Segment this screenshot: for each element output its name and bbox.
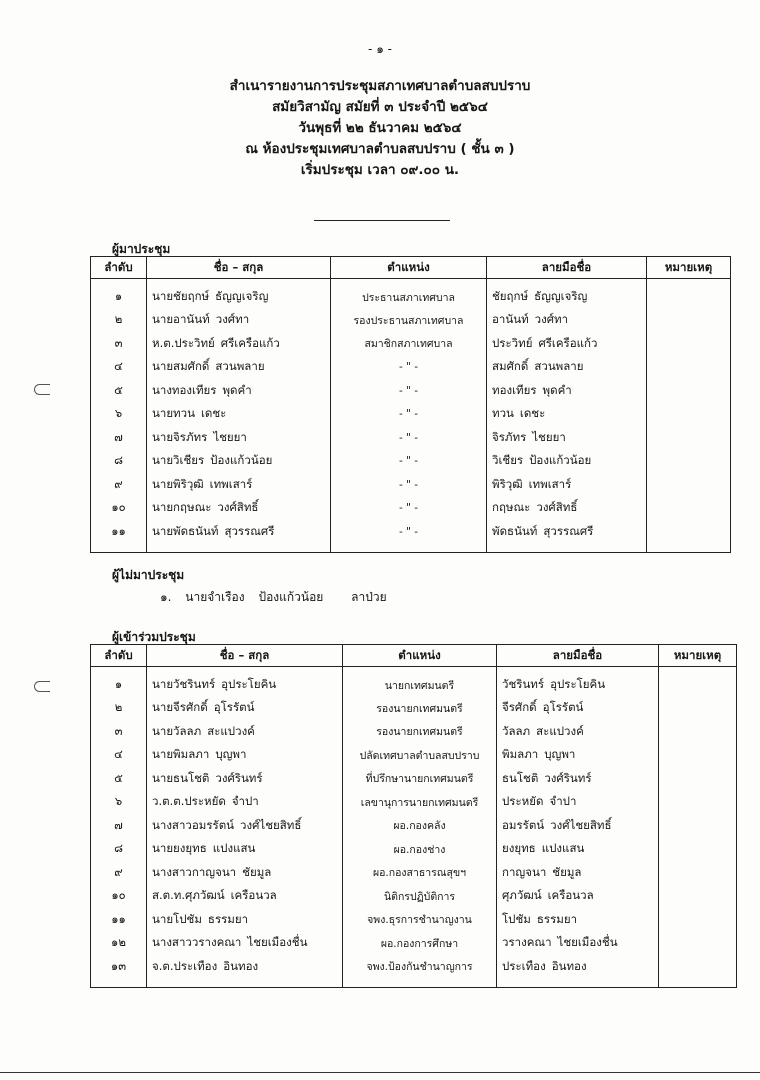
- table-row: [91, 791, 737, 815]
- row-position: ประธานสภาเทศบาล: [331, 279, 487, 309]
- absentee-surname: ป้องแก้วน้อย: [258, 590, 324, 604]
- row-idx: ๕: [91, 379, 147, 403]
- row-surname: ไชยยา: [213, 429, 247, 444]
- row-position: - " -: [331, 473, 487, 497]
- row-name: นายพัดธนันท์: [152, 523, 219, 538]
- row-surname: บุญพา: [215, 747, 247, 762]
- row-position: จพง.ธุรการชำนาญงาน: [343, 908, 497, 932]
- table-row: [91, 744, 737, 768]
- table-row: [91, 356, 731, 380]
- table-row: [91, 885, 737, 909]
- row-surname: สะแปวงค์: [207, 723, 255, 738]
- row-signature: [497, 744, 659, 768]
- row-signature: [497, 720, 659, 744]
- table-row: [91, 332, 731, 356]
- row-note: [659, 908, 737, 932]
- header-position: ตำแหน่ง: [343, 645, 497, 667]
- row-surname: เดชะ: [200, 406, 227, 421]
- signature-name: ประวิทย์: [492, 335, 533, 350]
- row-idx: ๗: [91, 814, 147, 838]
- row-idx: ๑๐: [91, 497, 147, 521]
- row-name: นายชัยฤกษ์: [152, 289, 210, 304]
- row-name-cell: [147, 814, 343, 838]
- signature-surname: วงศ์สิทธิ์: [536, 500, 578, 515]
- row-position: นายกเทศมนตรี: [343, 667, 497, 697]
- row-idx: ๔: [91, 744, 147, 768]
- row-name: นางสาวกาญจนา: [152, 864, 237, 879]
- signature-surname: แปงแสน: [541, 841, 585, 856]
- signature-name: วิเชียร: [492, 453, 524, 468]
- row-surname: ศรีเครือแก้ว: [220, 335, 280, 350]
- document-header: [0, 76, 760, 181]
- signature-surname: สุวรรณศรี: [543, 523, 594, 538]
- row-signature: [487, 403, 647, 427]
- row-surname: ป้องแก้วน้อย: [210, 453, 273, 468]
- attendees-title: ผู้มาประชุม: [112, 242, 171, 256]
- header-name: ชื่อ – สกุล: [147, 257, 331, 279]
- row-idx: ๑: [91, 279, 147, 309]
- row-note: [647, 279, 731, 309]
- row-idx: ๕: [91, 767, 147, 791]
- row-position: - " -: [331, 403, 487, 427]
- signature-surname: ธัญญเจริญ: [534, 289, 588, 304]
- row-name-cell: [147, 356, 331, 380]
- signature-name: วัลลภ: [502, 723, 531, 738]
- row-note: [647, 450, 731, 474]
- signature-surname: ศรีเครือแก้ว: [538, 335, 598, 350]
- row-signature: [497, 885, 659, 909]
- signature-surname: วงศ์ทา: [534, 312, 569, 327]
- row-signature: [497, 955, 659, 987]
- absentee-item: [160, 588, 397, 607]
- header-position: ตำแหน่ง: [331, 257, 487, 279]
- header-note: หมายเหตุ: [647, 257, 731, 279]
- row-name-cell: [147, 955, 343, 987]
- row-idx: ๑๓: [91, 955, 147, 987]
- header-divider: [314, 220, 450, 221]
- row-name: นายวัลลภ: [152, 723, 202, 738]
- row-surname: พุดคำ: [222, 382, 252, 397]
- row-name: นายยงยุทธ: [152, 841, 207, 856]
- signature-name: ศุภวัฒน์: [502, 888, 542, 903]
- row-note: [659, 814, 737, 838]
- row-name-cell: [147, 473, 331, 497]
- row-note: [659, 838, 737, 862]
- row-idx: ๑: [91, 667, 147, 697]
- row-position: - " -: [331, 497, 487, 521]
- signature-surname: บุญพา: [544, 747, 576, 762]
- row-name: นายวิเชียร: [152, 453, 205, 468]
- absentee-name: นายจำเรือง: [185, 590, 245, 604]
- row-position: ผอ.กองการศึกษา: [343, 932, 497, 956]
- row-signature: [497, 932, 659, 956]
- row-signature: [497, 861, 659, 885]
- row-position: - " -: [331, 356, 487, 380]
- participants-table: [90, 644, 737, 988]
- row-name: นายพิมลภา: [152, 747, 210, 762]
- signature-name: ธนโชติ: [502, 770, 539, 785]
- row-signature: [497, 697, 659, 721]
- row-name: นางสาววรางคณา: [152, 935, 242, 950]
- row-name-cell: [147, 838, 343, 862]
- row-idx: ๑๑: [91, 520, 147, 552]
- row-position: รองนายกเทศมนตรี: [343, 697, 497, 721]
- row-note: [659, 767, 737, 791]
- row-position: รองนายกเทศมนตรี: [343, 720, 497, 744]
- signature-surname: วงศ์รินทร์: [544, 770, 592, 785]
- row-idx: ๔: [91, 356, 147, 380]
- row-position: ผอ.กองช่าง: [343, 838, 497, 862]
- signature-name: จีรศักดิ์: [502, 700, 537, 715]
- signature-name: ชัยฤกษ์: [492, 289, 529, 304]
- row-name: นายกฤษณะ: [152, 500, 212, 515]
- row-surname: สุวรรณศรี: [224, 523, 275, 538]
- row-signature: [487, 356, 647, 380]
- attendees-body: [91, 279, 731, 553]
- absentee-reason: ลาป่วย: [351, 590, 387, 604]
- signature-name: วรางคณา: [502, 935, 552, 950]
- row-name-cell: [147, 332, 331, 356]
- attendees-table: [90, 256, 731, 553]
- header-idx: ลำดับ: [91, 257, 147, 279]
- signature-name: ประเทือง: [502, 958, 546, 973]
- row-name: ห.ต.ประวิทย์: [152, 335, 215, 350]
- row-surname: จำปา: [231, 794, 259, 809]
- header-name: ชื่อ – สกุล: [147, 645, 343, 667]
- row-idx: ๙: [91, 861, 147, 885]
- row-name: นายพิริวุฒิ: [152, 476, 204, 491]
- page-number: - ๑ -: [368, 42, 392, 56]
- row-signature: [497, 791, 659, 815]
- signature-name: ทวน: [492, 406, 514, 421]
- signature-name: กาญจนา: [502, 864, 547, 879]
- table-row: [91, 450, 731, 474]
- row-name-cell: [147, 379, 331, 403]
- row-note: [659, 791, 737, 815]
- row-signature: [487, 520, 647, 552]
- signature-surname: เดชะ: [519, 406, 546, 421]
- header-line-3: วันพุธที่ ๒๒ ธันวาคม ๒๕๖๔: [298, 120, 462, 136]
- row-note: [647, 332, 731, 356]
- row-signature: [497, 908, 659, 932]
- participants-header-row: [91, 645, 737, 667]
- row-position: สมาชิกสภาเทศบาล: [331, 332, 487, 356]
- row-signature: [487, 309, 647, 333]
- row-position: จพง.ป้องกันชำนาญการ: [343, 955, 497, 987]
- signature-surname: จำปา: [549, 794, 577, 809]
- row-name-cell: [147, 667, 343, 697]
- table-row: [91, 720, 737, 744]
- signature-name: ประหยัด: [502, 794, 544, 809]
- row-surname: สวนพลาย: [215, 359, 265, 374]
- row-name: นางสาวอมรรัตน์: [152, 817, 235, 832]
- signature-name: จิรภัทร: [492, 429, 527, 444]
- signature-surname: เทพเสาร์: [528, 476, 572, 491]
- row-surname: ไชยเมืองชื่น: [247, 935, 308, 950]
- row-note: [647, 497, 731, 521]
- row-name-cell: [147, 403, 331, 427]
- signature-surname: ธรรมยา: [536, 911, 578, 926]
- signature-name: วัชรินทร์: [502, 677, 545, 692]
- row-name: นางทองเทียร: [152, 382, 217, 397]
- row-surname: วงศ์สิทธิ์: [217, 500, 259, 515]
- table-row: [91, 861, 737, 885]
- row-signature: [487, 279, 647, 309]
- table-row: [91, 520, 731, 552]
- absentees-title: ผู้ไม่มาประชุม: [112, 568, 185, 582]
- row-signature: [487, 426, 647, 450]
- row-surname: เทพเสาร์: [209, 476, 253, 491]
- table-row: [91, 955, 737, 987]
- row-signature: [497, 838, 659, 862]
- row-idx: ๘: [91, 450, 147, 474]
- row-note: [659, 744, 737, 768]
- signature-surname: พุดคำ: [542, 382, 572, 397]
- row-name-cell: [147, 697, 343, 721]
- signature-name: พิริวุฒิ: [492, 476, 523, 491]
- table-row: [91, 426, 731, 450]
- row-signature: [497, 667, 659, 697]
- row-position: - " -: [331, 426, 487, 450]
- row-position: - " -: [331, 379, 487, 403]
- binder-hole-mark: [34, 681, 50, 692]
- binder-hole-mark: [34, 384, 50, 395]
- table-row: [91, 379, 731, 403]
- row-idx: ๙: [91, 473, 147, 497]
- participants-body: [91, 667, 737, 988]
- table-row: [91, 667, 737, 697]
- table-row: [91, 814, 737, 838]
- signature-name: พัดธนันท์: [492, 523, 538, 538]
- row-surname: อุโรรัตน์: [213, 700, 255, 715]
- row-surname: ธรรมยา: [207, 911, 249, 926]
- signature-surname: อุโรรัตน์: [542, 700, 584, 715]
- row-note: [659, 861, 737, 885]
- row-note: [659, 667, 737, 697]
- row-position: รองประธานสภาเทศบาล: [331, 309, 487, 333]
- signature-name: พิมลภา: [502, 747, 539, 762]
- row-idx: ๓: [91, 332, 147, 356]
- row-position: - " -: [331, 450, 487, 474]
- row-name: นายจิรภัทร: [152, 429, 208, 444]
- row-note: [659, 697, 737, 721]
- row-idx: ๖: [91, 403, 147, 427]
- row-position: ผอ.กองคลัง: [343, 814, 497, 838]
- row-signature: [497, 767, 659, 791]
- signature-name: กฤษณะ: [492, 500, 531, 515]
- row-name: นายจีรศักดิ์: [152, 700, 208, 715]
- header-line-1: สำเนารายงานการประชุมสภาเทศบาลตำบลสบปราบ: [229, 78, 531, 94]
- row-name-cell: [147, 791, 343, 815]
- row-note: [647, 426, 731, 450]
- row-surname: ชัยมูล: [242, 864, 272, 879]
- row-name-cell: [147, 767, 343, 791]
- row-name: นายธนโชติ: [152, 770, 210, 785]
- row-name-cell: [147, 426, 331, 450]
- signature-surname: อุประโยคิน: [550, 677, 606, 692]
- table-row: [91, 403, 731, 427]
- row-name-cell: [147, 908, 343, 932]
- row-note: [659, 885, 737, 909]
- header-signature: ลายมือชื่อ: [487, 257, 647, 279]
- row-note: [647, 403, 731, 427]
- row-note: [659, 955, 737, 987]
- row-idx: ๘: [91, 838, 147, 862]
- row-position: นิติกรปฏิบัติการ: [343, 885, 497, 909]
- row-signature: [487, 473, 647, 497]
- row-idx: ๑๒: [91, 932, 147, 956]
- table-row: [91, 279, 731, 309]
- row-idx: ๓: [91, 720, 147, 744]
- row-name-cell: [147, 497, 331, 521]
- row-note: [659, 932, 737, 956]
- row-note: [647, 473, 731, 497]
- signature-name: โปชัม: [502, 911, 531, 926]
- row-name-cell: [147, 450, 331, 474]
- row-signature: [487, 332, 647, 356]
- row-name: ว.ต.ต.ประหยัด: [152, 794, 226, 809]
- table-row: [91, 697, 737, 721]
- signature-name: สมศักดิ์: [492, 359, 529, 374]
- row-signature: [487, 497, 647, 521]
- table-row: [91, 497, 731, 521]
- signature-surname: ป้องแก้วน้อย: [529, 453, 592, 468]
- table-row: [91, 908, 737, 932]
- row-note: [659, 720, 737, 744]
- row-position: ที่ปรึกษานายกเทศมนตรี: [343, 767, 497, 791]
- row-position: ผอ.กองสาธารณสุขฯ: [343, 861, 497, 885]
- row-name: จ.ต.ประเทือง: [152, 958, 218, 973]
- row-name: ส.ต.ท.ศุภวัฒน์: [152, 888, 225, 903]
- signature-surname: วงศ์ไชยสิทธิ์: [550, 817, 612, 832]
- header-line-5: เริ่มประชุม เวลา ๐๙.๐๐ น.: [300, 162, 460, 178]
- attendees-header-row: [91, 257, 731, 279]
- row-name-cell: [147, 720, 343, 744]
- row-surname: เครือนวล: [230, 888, 277, 903]
- row-name: นายอานันท์: [152, 312, 210, 327]
- row-idx: ๗: [91, 426, 147, 450]
- row-name-cell: [147, 885, 343, 909]
- row-note: [647, 309, 731, 333]
- row-idx: ๖: [91, 791, 147, 815]
- row-note: [647, 379, 731, 403]
- row-surname: อุประโยคิน: [221, 677, 277, 692]
- row-signature: [487, 450, 647, 474]
- row-surname: วงศ์รินทร์: [215, 770, 263, 785]
- signature-surname: ไชยยา: [532, 429, 566, 444]
- header-line-2: สมัยวิสามัญ สมัยที่ ๓ ประจำปี ๒๕๖๔: [272, 99, 488, 115]
- row-signature: [497, 814, 659, 838]
- header-idx: ลำดับ: [91, 645, 147, 667]
- signature-surname: อินทอง: [551, 958, 587, 973]
- page-bottom-edge: [0, 1072, 760, 1073]
- row-signature: [487, 379, 647, 403]
- signature-name: ทองเทียร: [492, 382, 537, 397]
- absentee-idx: ๑.: [160, 590, 172, 604]
- signature-surname: เครือนวล: [547, 888, 594, 903]
- participants-title: ผู้เข้าร่วมประชุม: [112, 630, 196, 644]
- row-name: นายโปชัม: [152, 911, 202, 926]
- signature-surname: ไชยเมืองชื่น: [557, 935, 618, 950]
- row-name-cell: [147, 932, 343, 956]
- row-surname: วงศ์ไชยสิทธิ์: [240, 817, 302, 832]
- row-name-cell: [147, 279, 331, 309]
- row-surname: วงศ์ทา: [215, 312, 250, 327]
- table-row: [91, 838, 737, 862]
- row-idx: ๑๑: [91, 908, 147, 932]
- row-position: เลขานุการนายกเทศมนตรี: [343, 791, 497, 815]
- row-name: นายวัชรินทร์: [152, 677, 216, 692]
- table-row: [91, 473, 731, 497]
- header-note: หมายเหตุ: [659, 645, 737, 667]
- signature-surname: ชัยมูล: [552, 864, 582, 879]
- header-signature: ลายมือชื่อ: [497, 645, 659, 667]
- row-idx: ๒: [91, 697, 147, 721]
- signature-name: อมรรัตน์: [502, 817, 545, 832]
- row-position: ปลัดเทศบาลตำบลสบปราบ: [343, 744, 497, 768]
- table-row: [91, 767, 737, 791]
- table-row: [91, 932, 737, 956]
- row-name-cell: [147, 861, 343, 885]
- row-surname: ธัญญเจริญ: [215, 289, 269, 304]
- signature-surname: สวนพลาย: [534, 359, 584, 374]
- signature-name: อานันท์: [492, 312, 529, 327]
- row-idx: ๑๐: [91, 885, 147, 909]
- row-surname: อินทอง: [223, 958, 259, 973]
- row-position: - " -: [331, 520, 487, 552]
- row-name-cell: [147, 520, 331, 552]
- row-idx: ๒: [91, 309, 147, 333]
- signature-name: ยงยุทธ: [502, 841, 536, 856]
- row-name-cell: [147, 309, 331, 333]
- row-name-cell: [147, 744, 343, 768]
- header-line-4: ณ ห้องประชุมเทศบาลตำบลสบปราบ ( ชั้น ๓ ): [245, 141, 515, 157]
- row-surname: แปงแสน: [212, 841, 256, 856]
- signature-surname: สะแปวงค์: [536, 723, 584, 738]
- row-name: นายทวน: [152, 406, 195, 421]
- row-name: นายสมศักดิ์: [152, 359, 210, 374]
- table-row: [91, 309, 731, 333]
- row-note: [647, 520, 731, 552]
- row-note: [647, 356, 731, 380]
